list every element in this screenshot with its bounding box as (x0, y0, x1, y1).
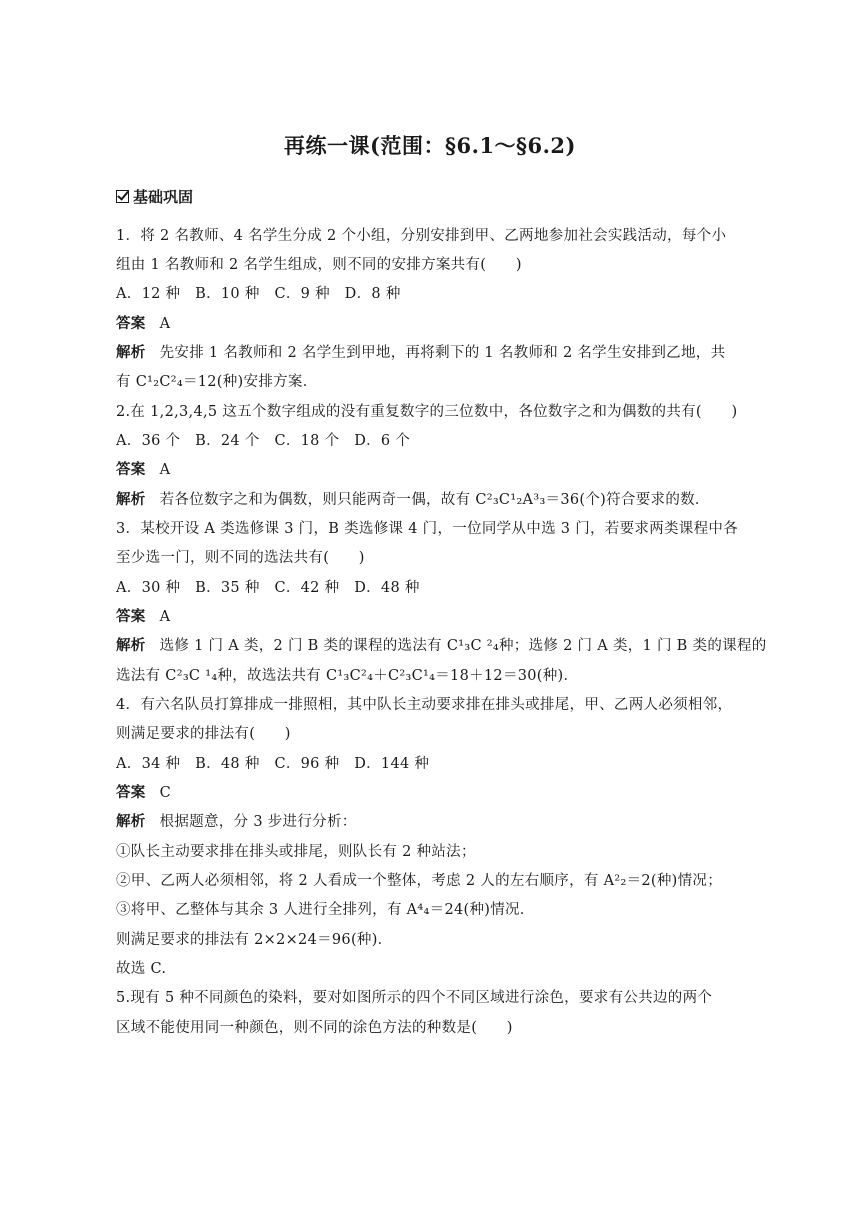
section-title: 基础巩固 (133, 188, 194, 206)
analysis-label: 解析 (116, 344, 146, 361)
answer-label: 答案 (116, 784, 146, 801)
analysis-line (116, 341, 736, 362)
answer-label: 答案 (116, 315, 146, 332)
options-line: A．36 个 B．24 个 C．18 个 D．6 个 (116, 433, 411, 449)
answer-line (116, 781, 736, 802)
text-line: 区域不能使用同一种颜色，则不同的涂色方法的种数是( ) (116, 1020, 513, 1036)
text-line: ②甲、乙两人必须相邻，将 2 人看成一个整体，考虑 2 人的左右顺序，有 A²₂＝2(种)情况； (116, 873, 723, 889)
text-line: 有 C¹₂C²₄＝12(种)安排方案． (116, 374, 318, 390)
analysis-line (116, 810, 736, 831)
page-title: 再练一课(范围：§6.1～§6.2) (284, 133, 576, 158)
analysis-label: 解析 (116, 637, 146, 654)
section-header (116, 186, 193, 207)
analysis-text: 选修 1 门 A 类，2 门 B 类的课程的选法有 C¹₃C ²₄种；选修 2 门 A 类，1 门 B 类的课程的 (159, 638, 767, 654)
text-line: ③将甲、乙整体与其余 3 人进行全排列，有 A⁴₄＝24(种)情况． (116, 902, 535, 918)
answer-value: C (159, 785, 172, 801)
answer-line (116, 605, 736, 626)
text-line: 4．有六名队员打算排成一排照相，其中队长主动要求排在排头或排尾，甲、乙两人必须相邻， (116, 697, 733, 713)
checkbox-icon (116, 190, 129, 203)
answer-label: 答案 (116, 608, 146, 625)
answer-value: A (159, 609, 171, 625)
text-line: 1．将 2 名教师、4 名学生分成 2 个小组，分别安排到甲、乙两地参加社会实践活动，每个小 (116, 228, 727, 244)
answer-label: 答案 (116, 461, 146, 478)
options-line: A．12 种 B．10 种 C．9 种 D．8 种 (116, 286, 401, 302)
analysis-label: 解析 (116, 491, 146, 508)
options-line: A．34 种 B．48 种 C．96 种 D．144 种 (116, 756, 430, 772)
text-line: 至少选一门，则不同的选法共有( ) (116, 550, 365, 566)
text-line: 组由 1 名教师和 2 名学生组成，则不同的安排方案共有( ) (116, 257, 522, 273)
text-line: ①队长主动要求排在排头或排尾，则队长有 2 种站法； (116, 844, 476, 860)
text-line: 2.在 1,2,3,4,5 这五个数字组成的没有重复数字的三位数中，各位数字之和为偶数的共有( ) (116, 404, 738, 420)
text-line: 5.现有 5 种不同颜色的染料，要对如图所示的四个不同区域进行涂色，要求有公共边的两个 (116, 990, 713, 1006)
text-line: 则满足要求的排法有 2×2×24＝96(种)． (116, 932, 393, 948)
text-line: 3．某校开设 A 类选修课 3 门，B 类选修课 4 门，一位同学从中选 3 门，若要求两类课程中各 (116, 521, 739, 537)
analysis-line (116, 634, 767, 655)
analysis-line (116, 488, 736, 509)
answer-line (116, 458, 736, 479)
analysis-label: 解析 (116, 813, 146, 830)
options-line: A．30 种 B．35 种 C．42 种 D．48 种 (116, 580, 420, 596)
answer-line (116, 312, 736, 333)
analysis-text: 根据题意，分 3 步进行分析： (159, 814, 357, 830)
text-line: 选法有 C²₃C ¹₄种，故选法共有 C¹₃C²₄＋C²₃C¹₄＝18＋12＝30(种)． (116, 668, 579, 684)
answer-value: A (159, 316, 171, 332)
answer-value: A (159, 462, 171, 478)
text-line: 则满足要求的排法有( ) (116, 726, 291, 742)
analysis-text: 先安排 1 名教师和 2 名学生到甲地，再将剩下的 1 名教师和 2 名学生安排到乙地，共 (159, 345, 726, 361)
text-line: 故选 C. (116, 961, 167, 977)
analysis-text: 若各位数字之和为偶数，则只能两奇一偶，故有 C²₃C¹₂A³₃＝36(个)符合要求的数． (159, 492, 710, 508)
